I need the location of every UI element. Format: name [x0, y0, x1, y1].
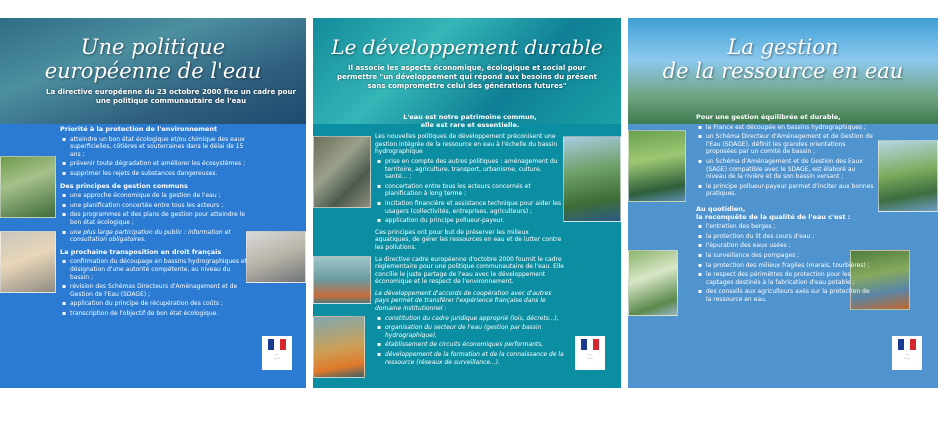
list-item: ▪ le respect des périmètres de protection pour les captages destinés à la fabrication d'eau potable ;	[696, 271, 876, 286]
list-item: ▪ le principe pollueur-payeur permet d'inciter aux bonnes pratiques.	[696, 183, 876, 198]
logo-text: — ——	[904, 352, 910, 360]
french-flag-icon	[898, 339, 916, 350]
boat-photo	[313, 256, 371, 304]
list-item: ▪ application du principe de récupération des coûts ;	[60, 300, 250, 308]
lab-workers-photo	[0, 231, 56, 293]
poster-title	[313, 35, 621, 59]
list-item: ▪ transcription de l'objectif de bon état écologique.	[60, 310, 250, 318]
list-item: ▪ révision des Schémas Directeurs d'Aménagement et de Gestion de l'Eau (SDAGE) ;	[60, 283, 250, 298]
list-item: ▪ constitution du cadre juridique approprié (lois, décrets...),	[375, 315, 565, 323]
list-item: ▪ développement de la formation et de la connaissance de la ressource (réseaux de surveillance...).	[375, 351, 565, 366]
section-heading: elle est rare et essentielle.	[420, 120, 520, 129]
poster-subtitle: La directive européenne du 23 octobre 2000 fixe un cadre pour une politique communautaire de l'eau	[46, 88, 296, 105]
poster-gestion-ressource	[628, 18, 938, 388]
list-item: ▪ une planification concertée entre tous les acteurs ;	[60, 202, 250, 210]
paragraph: Les nouvelles politiques de développement préconisent une gestion intégrée de la ressource en eau à l'échelle du bassin hydrographique	[375, 133, 558, 156]
title-line: de la ressource en eau	[662, 59, 904, 83]
paragraph: Le développement d'accords de coopération avec d'autres pays permet de transférer l'expérience française dans le domaine institutionnel :	[375, 289, 552, 313]
section-heading: Des principes de gestion communs	[60, 181, 188, 190]
meandering-river-photo	[878, 140, 938, 212]
list-item: ▪ une plus large participation du public : information et consultation obligatoires.	[60, 229, 250, 244]
section-heading: la reconquête de la qualité de l'eau c'est :	[696, 212, 851, 221]
republique-francaise-logo	[262, 336, 292, 370]
paragraph: Ces principes ont pour but de préserver les milieux aquatiques, de gérer les ressources en eau et de lutter contre les pollutions.	[375, 228, 562, 251]
list-item: ▪ organisation du secteur de l'eau (gestion par bassin hydrographique),	[375, 324, 565, 339]
poster-body	[696, 114, 876, 303]
poster-body	[60, 126, 250, 317]
list-item: ▪ prise en compte des autres politiques : aménagement du territoire, agriculture, transport, urbanisme, culture, santé... ;	[375, 158, 565, 181]
logo-text: — ——	[274, 352, 280, 360]
poster-title	[628, 35, 938, 83]
list-item: ▪ supprimer les rejets de substances dangereuses.	[60, 170, 250, 178]
logo-text: — ——	[587, 352, 593, 360]
section-heading: L'eau est notre patrimoine commun,	[403, 113, 537, 121]
republique-francaise-logo	[575, 336, 605, 370]
poster-developpement-durable	[313, 18, 621, 388]
list-item: ▪ concertation entre tous les acteurs concernés et planification à long terme ;	[375, 183, 565, 198]
paragraph: La directive cadre européenne d'octobre 2000 fournit le cadre réglementaire pour une politique communautaire de l'eau. Elle concilie le juste partage de l'eau avec le développement économique et le respect de l'environnement.	[375, 255, 564, 286]
republique-francaise-logo	[892, 336, 922, 370]
stream-photo	[628, 250, 678, 316]
poster-subtitle: Il associe les aspects économique, écologique et social pour permettre "un développement qui répond aux besoins du présent sans compromettre celui des générations futures"	[336, 64, 598, 90]
list-item: ▪ confirmation du découpage en bassins hydrographiques et désignation d'une autorité compétente, au niveau du bassin ;	[60, 258, 250, 281]
title-line: Une politique	[80, 35, 226, 59]
list-item: ▪ la France est découpée en bassins hydrographiques ;	[696, 124, 876, 132]
section-heading: Priorité à la protection de l'environnement	[60, 125, 218, 133]
list-item: ▪ un Schéma Directeur d'Aménagement et de Gestion de l'Eau (SDAGE), définit les grandes orientations proposées par un comité de bassin ;	[696, 133, 876, 156]
poster-title	[0, 35, 306, 83]
section-heading: Pour une gestion équilibrée et durable,	[696, 113, 841, 121]
list-item: ▪ des conseils aux agriculteurs axés sur la protection de la ressource en eau.	[696, 288, 876, 303]
poster-politique-europeenne	[0, 18, 306, 388]
pond-photo	[628, 130, 686, 202]
title-line: La gestion	[727, 35, 839, 59]
section-heading: La prochaine transposition en droit français	[60, 247, 222, 256]
french-flag-icon	[581, 339, 599, 350]
list-item: ▪ une approche économique de la gestion de l'eau ;	[60, 192, 250, 200]
list-item: ▪ la protection du lit des cours d'eau ;	[696, 233, 876, 241]
river-photo	[0, 156, 56, 218]
workers-photo	[246, 231, 306, 283]
list-item: ▪ prévenir toute dégradation et améliorer les écosystèmes ;	[60, 160, 250, 168]
river-landscape-photo	[563, 136, 621, 222]
french-flag-icon	[268, 339, 286, 350]
list-item: ▪ un Schéma d'Aménagement et de Gestion des Eaux (SAGE) compatible avec le SDAGE, est élaboré au niveau de la rivière et de son bassin versant ;	[696, 158, 876, 181]
list-item: ▪ l'entretien des berges ;	[696, 223, 876, 231]
list-item: ▪ l'épuration des eaux usées ;	[696, 242, 876, 250]
list-item: ▪ établissement de circuits économiques performants,	[375, 341, 565, 349]
poster-body	[375, 114, 565, 366]
aerial-city-photo	[313, 136, 371, 208]
title-line: Le développement durable	[331, 35, 603, 59]
list-item: ▪ atteindre un bon état écologique et/ou chimique des eaux superficielles, côtières et souterraines dans le délai de 15 ans ;	[60, 136, 250, 159]
list-item: ▪ application du principe pollueur-payeur.	[375, 217, 565, 225]
list-item: ▪ la protection des milieux fragiles (marais, tourbières) ;	[696, 262, 876, 270]
section-heading: Au quotidien,	[696, 204, 746, 213]
title-line: européenne de l'eau	[44, 59, 262, 83]
fisherman-photo	[313, 316, 365, 378]
list-item: ▪ la surveillance des pompages ;	[696, 252, 876, 260]
list-item: ▪ incitation financière et assistance technique pour aider les usagers (collectivités, entreprises, agriculteurs) ;	[375, 200, 565, 215]
list-item: ▪ des programmes et des plans de gestion pour atteindre le bon état écologique ;	[60, 211, 250, 226]
